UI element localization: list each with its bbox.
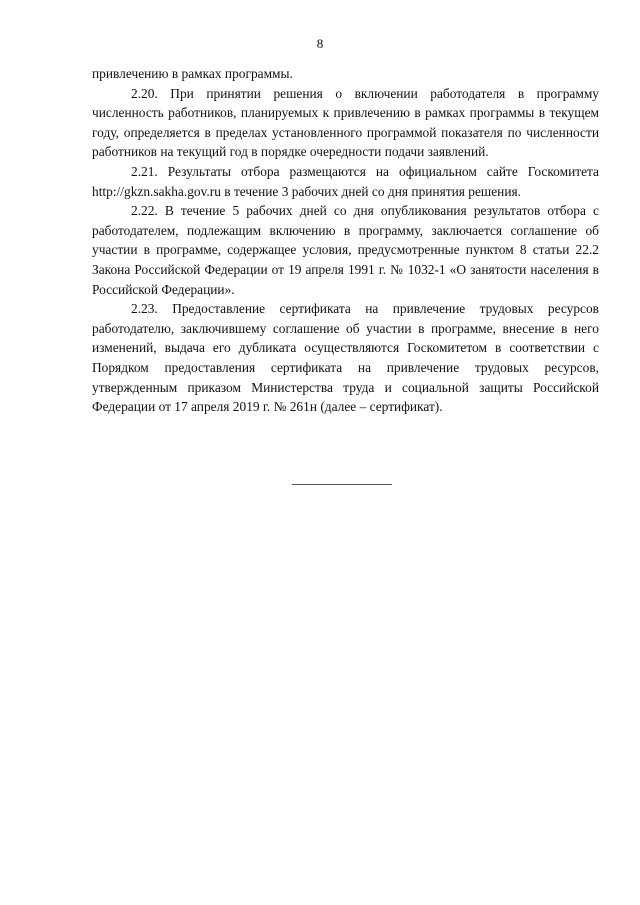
paragraph-continuation: привлечению в рамках программы. [92,66,293,81]
paragraph-2-22: 2.22. В течение 5 рабочих дней со дня опубликования результатов отбора с работодателем, подлежащим включению в программу, заключается соглашение об участии в программе, содержащее условия, предусмотренные пунктом 8 статьи 22.2 Закона Российской Федерации от 19 апреля 1991 г. № 1032-1 «О занятости населения в Российской Федерации». [92,203,599,297]
closing-divider [292,484,392,485]
page-number: 8 [316,36,324,51]
paragraph-2-21: 2.21. Результаты отбора размещаются на официальном сайте Госкомитета http://gkzn.sakha.gov.ru в течение 3 рабочих дней со дня принятия решения. [92,163,599,199]
document-body [92,64,599,417]
paragraph-2-20: 2.20. При принятии решения о включении работодателя в программу численность работников, планируемых к привлечению в рамках программы в текущем году, определяется в пределах установленного программой показателя по численности работников на текущий год в порядке очередности подачи заявлений. [92,85,599,160]
paragraph-2-23: 2.23. Предоставление сертификата на привлечение трудовых ресурсов работодателю, заключившему соглашение об участии в программе, внесение в него изменений, выдача его дубликата осуществляются Госкомитетом в соответствии с Порядком предоставления сертификата на привлечение трудовых ресурсов, утвержденным приказом Министерства труда и социальной защиты Российской Федерации от 17 апреля 2019 г. № 261н (далее – сертификат). [92,301,599,415]
